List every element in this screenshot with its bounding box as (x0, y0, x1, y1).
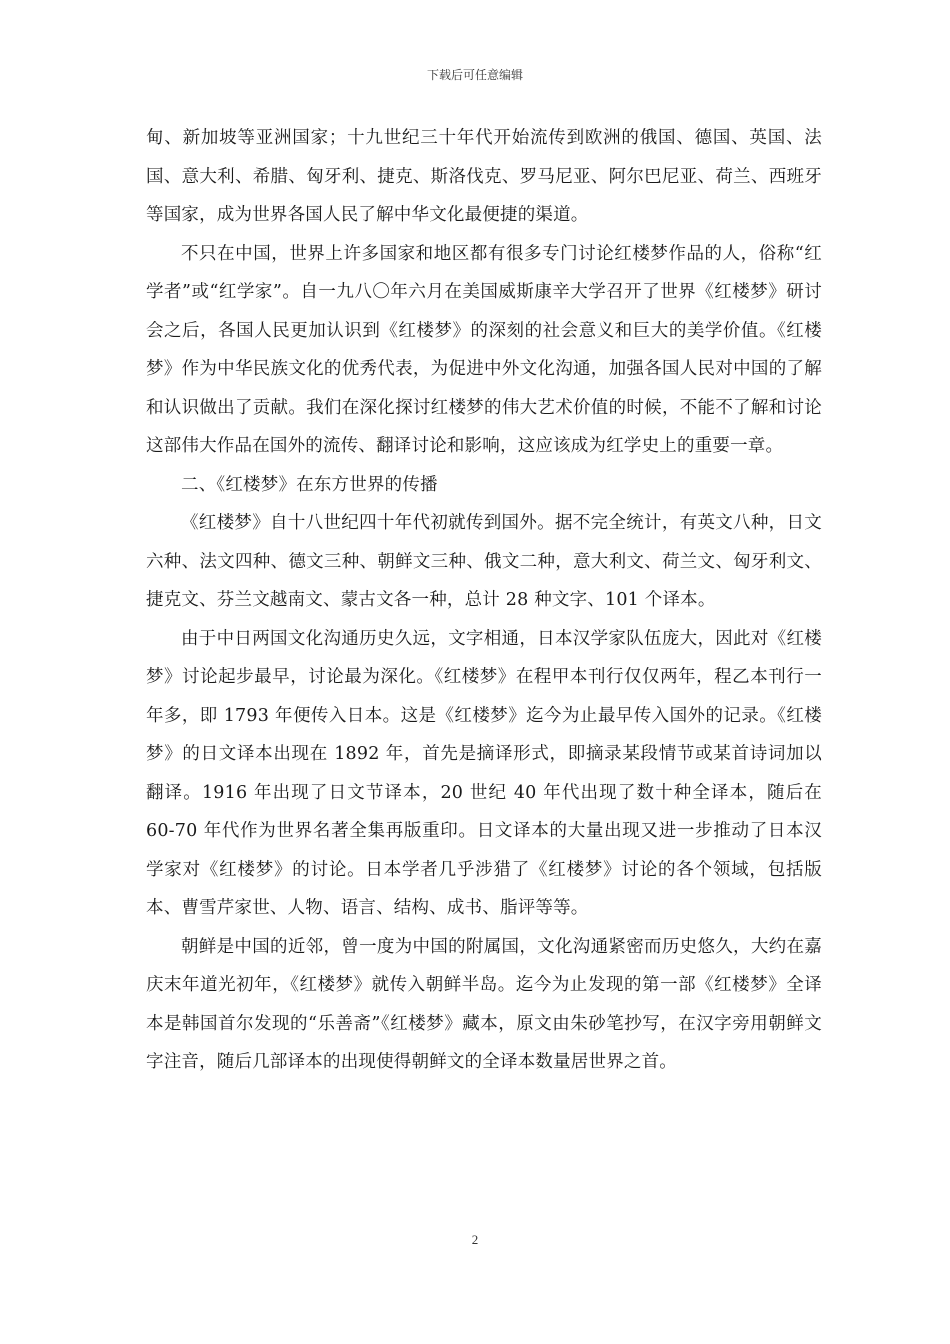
section-heading: 二、《红楼梦》在东方世界的传播 (181, 474, 438, 495)
page-number: 2 (471, 1232, 479, 1247)
document-body (146, 119, 822, 1082)
page-header: 下载后可任意编辑 (426, 68, 523, 82)
paragraph-5: 朝鲜是中国的近邻，曾一度为中国的附属国，文化沟通紧密而历史悠久，大约在嘉庆末年道光初年，《红楼梦》就传入朝鲜半岛。迄今为止发现的第一部《红楼梦》全译本是韩国首尔发现的“乐善斋”《红楼梦》藏本，原文由朱砂笔抄写，在汉字旁用朝鲜文字注音，随后几部译本的出现使得朝鲜文的全译本数量居世界之首。 (146, 936, 822, 1072)
paragraph-4: 由于中日两国文化沟通历史久远，文字相通，日本汉学家队伍庞大，因此对《红楼梦》讨论起步最早，讨论最为深化。《红楼梦》在程甲本刊行仅仅两年，程乙本刊行一年多，即 1793 年便传入日本。这是《红楼梦》迄今为止最早传入国外的记录。《红楼梦》的日文译本出现在 1892 年，首先是摘译形式，即摘录某段情节或某首诗词加以翻译。1916 年出现了日文节译本，20 世纪 40 年代出现了数十种全译本，随后在 60-70 年代作为世界名著全集再版重印。日文译本的大量出现又进一步推动了日本汉学家对《红楼梦》的讨论。日本学者几乎涉猎了《红楼梦》讨论的各个领域，包括版本、曹雪芹家世、人物、语言、结构、成书、脂评等等。 (146, 628, 822, 918)
paragraph-3: 《红楼梦》自十八世纪四十年代初就传到国外。据不完全统计，有英文八种，日文六种、法文四种、德文三种、朝鲜文三种、俄文二种，意大利文、荷兰文、匈牙利文、捷克文、芬兰文越南文、蒙古文各一种，总计 28 种文字、101 个译本。 (146, 513, 822, 610)
paragraph-2: 不只在中国，世界上许多国家和地区都有很多专门讨论红楼梦作品的人，俗称“红学者”或“红学家”。自一九八〇年六月在美国威斯康辛大学召开了世界《红楼梦》研讨会之后，各国人民更加认识到《红楼梦》的深刻的社会意义和巨大的美学价值。《红楼梦》作为中华民族文化的优秀代表，为促进中外文化沟通，加强各国人民对中国的了解和认识做出了贡献。我们在深化探讨红楼梦的伟大艺术价值的时候，不能不了解和讨论这部伟大作品在国外的流传、翻译讨论和影响，这应该成为红学史上的重要一章。 (146, 243, 822, 456)
paragraph-1: 甸、新加坡等亚洲国家；十九世纪三十年代开始流传到欧洲的俄国、德国、英国、法国、意大利、希腊、匈牙利、捷克、斯洛伐克、罗马尼亚、阿尔巴尼亚、荷兰、西班牙等国家，成为世界各国人民了解中华文化最便捷的渠道。 (146, 128, 822, 225)
